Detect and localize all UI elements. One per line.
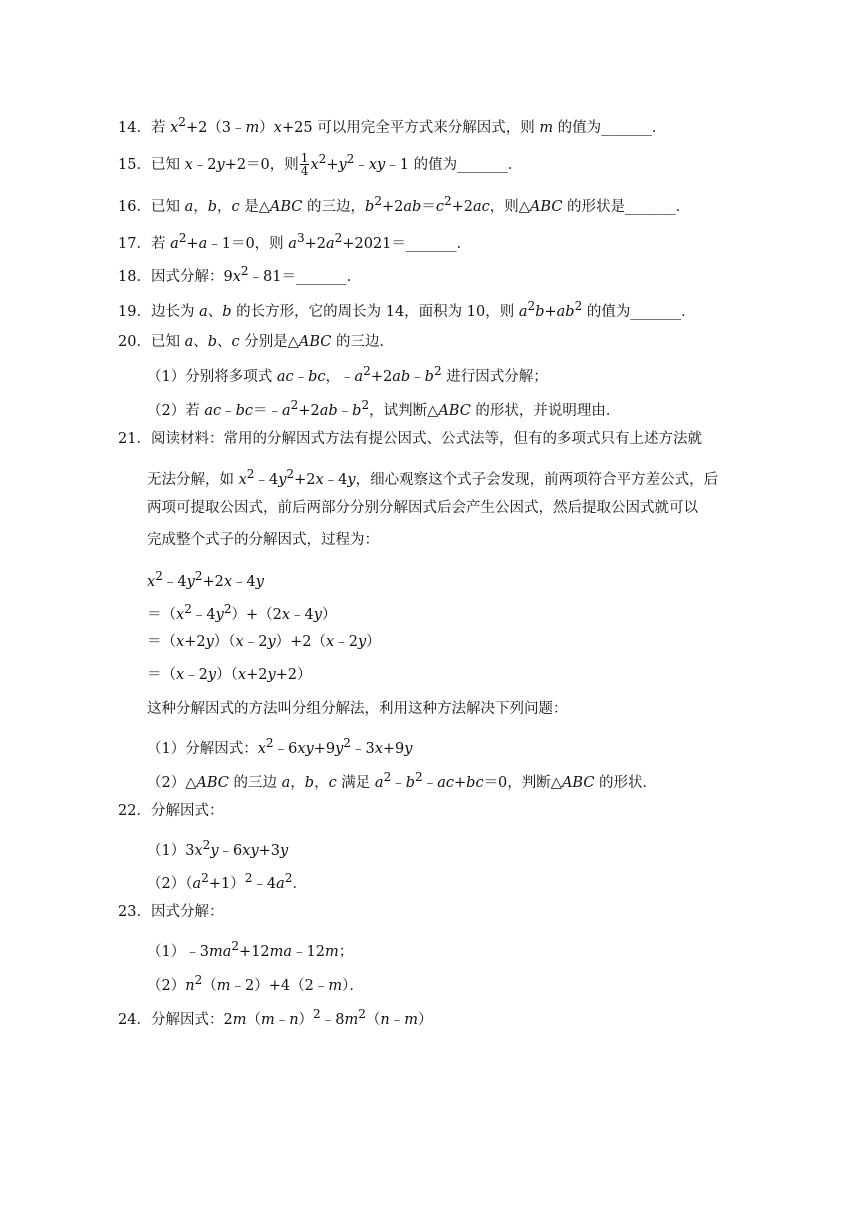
line-q22: 22．分解因式： xyxy=(118,803,224,819)
line-q21s2: $=(x^2﹣4y^2)+(2x﹣4y)$ xyxy=(147,602,337,623)
line-q21l3: 两项可提取公因式，前后两部分分别分解因式后会产生公因式，然后提取公因式就可以 xyxy=(147,500,698,516)
line-q22a: $(1)3x^2y﹣6xy+3y$ xyxy=(147,838,289,859)
line-q21s3: ＝（x+2y）（x﹣2y）+2（x﹣2y） xyxy=(147,634,381,650)
line-q21b: （2）△ABC 的三边 a，b，c 满足 $a^2﹣b^2﹣ac+bc=0$，判断△ABC 的形状． xyxy=(147,770,658,791)
line-q22b: $(2)(a^2+1)^2﹣4a^2$． xyxy=(147,871,307,892)
line-q17: 17．若 $a^2+a﹣1=0$，则 $a^3+2a^2+2021=\_\_\_\_\_\_\_$． xyxy=(118,231,472,252)
line-q24: 24．分解因式：$2m(m﹣n)^2﹣8m^2(n﹣m)$ xyxy=(118,1007,433,1028)
line-q21: 21．阅读材料：常用的分解因式方法有提公因式、公式法等，但有的多项式只有上述方法就 xyxy=(118,431,702,447)
line-q21s4: ＝（x﹣2y）（x+2y+2） xyxy=(147,667,312,683)
line-q21s1: $x^2﹣4y^2+2x﹣4y$ xyxy=(147,569,264,590)
line-q20a: （1）分别将多项式 ac﹣bc，$﹣a^2+2ab﹣b^2$ 进行因式分解； xyxy=(147,364,548,385)
line-q19: 19．边长为 a、b 的长方形，它的周长为 14，面积为 10，则 $a^2b+ab^2$ 的值为_______． xyxy=(118,299,696,320)
line-q16: 16．已知 a，b，c 是△ABC 的三边，$b^2+2ab=c^2+2ac$，则△ABC 的形状是_______． xyxy=(118,194,691,215)
line-q18: 18．因式分解：$9x^2﹣81=\_\_\_\_\_\_\_$． xyxy=(118,264,362,285)
line-q15: 15．已知 x﹣2y+2＝0，则 $\frac{1}{4}$ $x^2+y^2﹣xy﹣1$ 的值为_______． xyxy=(118,151,523,179)
line-q14: 14．若 $x^2+2(3﹣m)x+25$ 可以用完全平方式来分解因式，则 m 的值为_______． xyxy=(118,115,667,136)
line-q20b: （2）若 $ac﹣bc=﹣a^2+2ab﹣b^2$，试判断△ABC 的形状，并说明理由． xyxy=(147,398,621,419)
line-q20: 20．已知 a、b、c 分别是△ABC 的三边． xyxy=(118,334,395,350)
line-q23b: $(2)n^2(m﹣2)+4(2﹣m)$． xyxy=(147,973,364,994)
line-q23: 23．因式分解： xyxy=(118,904,224,920)
line-q21a: （1）分解因式：$x^2﹣6xy+9y^2﹣3x+9y$ xyxy=(147,736,413,757)
line-q21l5: 这种分解因式的方法叫分组分解法，利用这种方法解决下列问题： xyxy=(147,701,568,717)
line-q21l4: 完成整个式子的分解因式，过程为： xyxy=(147,532,379,548)
line-q21l2: 无法分解，如 $x^2﹣4y^2+2x﹣4y$，细心观察这个式子会发现，前两项符合平方差公式，后 xyxy=(147,467,719,488)
line-q23a: $(1)﹣3ma^2+12ma﹣12m$； xyxy=(147,939,354,960)
